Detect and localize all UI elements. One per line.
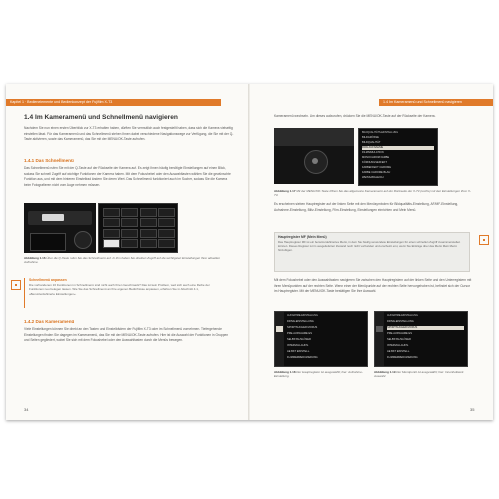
quick-cell-selected[interactable] [103, 239, 120, 248]
figure-caption-1-17 [274, 189, 474, 198]
quick-cell[interactable] [121, 208, 138, 217]
section-heading: 1.4 Im Kameramenü und Schnellmenü navigieren [24, 114, 178, 121]
quick-cell[interactable] [140, 239, 157, 248]
menu-row-selected[interactable]: SPORTSUCHER MODUS [387, 326, 464, 330]
camera-back-photo [24, 203, 96, 253]
menu-row[interactable]: SELBSTAUSLÖSER [287, 338, 311, 341]
quick-cell[interactable] [158, 208, 175, 217]
menu-row[interactable]: BILDQUALITÄT [362, 141, 381, 144]
register-selected-icon[interactable] [276, 326, 283, 332]
menu-row[interactable]: WEISSABGLEICH [362, 176, 384, 179]
quick-cell[interactable] [121, 218, 138, 227]
menu-row[interactable]: SPORTSUCHER MODUS [287, 326, 318, 329]
q-button-icon [42, 214, 64, 221]
quick-cell[interactable] [121, 239, 138, 248]
quick-menu-screen [98, 203, 178, 253]
menu-row[interactable]: PRE-AUFNAHME ES [387, 332, 412, 335]
page-number-right: 35 [470, 407, 475, 412]
register-column [375, 312, 384, 366]
menu-row[interactable]: BILDGRÖSSE [362, 136, 379, 139]
menu-row[interactable]: FARBEFFEKT CHROME [362, 166, 391, 169]
figure-caption-1-18 [274, 370, 366, 379]
info-marker-icon [479, 235, 489, 245]
menu-screen-b [274, 311, 368, 367]
info-box-body: Das Hauptregister MF ist ein benutzerdefiniertes Menü, in dem Sie häufig verwendete Einstellungen für einen schnellen Zugriff zusammenstellen können. Dieses Register ist im ausgelieferten Zustand noch nicht vorhanden und erscheint erst, wenn Sie Einträge über das Menü Mein Menü hinzufügen. [278, 240, 461, 253]
menu-title: AUFNAHME-EINSTELLUNG [287, 314, 318, 317]
menu-row[interactable]: KÖRNUNGSEFFEKT [362, 161, 387, 164]
right-page [250, 84, 493, 420]
section-band: 1.4 Im Kameramenü und Schnellmenü navigieren [379, 99, 493, 106]
register-icon[interactable] [376, 326, 383, 332]
quick-cell[interactable] [121, 229, 138, 238]
note-heading: Schnellmenü anpassen [29, 278, 67, 282]
rear-lcd [30, 233, 66, 251]
note-body: Die vorhandenen 16 Funktionen im Schnellmenü sind nicht auch Ihren Geschmack? Das ist kein Problem, weil sich auch eine Reihe der Funktionen neu belegen lassen. Wie Sie das Schnellmenü an Ihre eigenen Bedürfnisse anpassen, erfahren Sie in Abschnitt 4.1, »Benutzerdefinierte Einstellungen«. [29, 283, 210, 296]
menu-title: AUFNAHME-EINSTELLUNG [387, 314, 418, 317]
menu-row[interactable]: AE BKT EINSTELL. [287, 350, 310, 353]
info-box [274, 232, 470, 272]
figure-caption-text: Über die Q-Taste rufen Sie das Schnellmenü auf. In ihm haben Sie direkten Zugriff auf die wichtigsten Einstellungen Ihrer aktuellen Aufnahme. [24, 256, 221, 265]
note-marker-icon [11, 280, 21, 290]
figure-caption-1-19 [374, 370, 466, 379]
dial-icon [74, 231, 92, 249]
menu-row[interactable]: FLIMMERREDUZIERUNG [387, 356, 418, 359]
menu-row[interactable]: PRE-AUFNAHME ES [287, 332, 312, 335]
register-paragraph: Es erscheinen sieben Hauptregister auf der linken Seite mit den Menüsymbolen für Bildqualitäts-Einstellung, AF/MF-Einstellung, Aufnahme-Einstellung, Blitz-Einstellung, Film-Einstellung, Einstellungen einrichten und Mein Menü. [274, 202, 459, 212]
figure-caption-text: Der Hauptregister ist ausgewählt; hier: Aufnahme-Einstellung. [274, 370, 363, 379]
left-page [6, 84, 249, 420]
note-box [24, 278, 225, 308]
schnellmenu-paragraph: Das Schnellmenü rufen Sie mit der Q-Taste auf der Rückseite der Kamera auf. Es zeigt Ihnen häufig benötigte Einstellungen auf einen Blick, sodass Sie schnell Zugriff auf wichtige Funktionen der Kamera haben. Mit dem Fokushebel oder den Auswahltasten wählen Sie die gewünschte Funktion aus, und mit dem hinteren Einstellrad ändern Sie deren Wert. Das Schnellmenü funktioniert auch im Sucher, sodass Sie die Kamera beim Fotografieren nicht vom Auge nehmen müssen. [24, 166, 231, 187]
right-top-paragraph: Kameramenü wechseln. Um dieses aufzurufen, drücken Sie die MENU/OK-Taste auf der Rückseite der Kamera. [274, 114, 436, 118]
chapter-band: Kapitel 1 · Bedienelemente und Bedienkonzept der Fujifilm X-T3 [6, 99, 221, 106]
menu-row[interactable]: INTERVALLAUFN. [287, 344, 309, 347]
menu-row[interactable]: FILMSIMULATION [362, 151, 384, 154]
quick-cell[interactable] [158, 239, 175, 248]
quick-cell[interactable] [158, 229, 175, 238]
camera-top-edge [274, 128, 354, 146]
menu-row-selected[interactable]: RAW AUFNAHME [362, 146, 434, 150]
quick-cell[interactable] [158, 218, 175, 227]
info-box-heading: Hauptregister MF (Mein Menü) [278, 235, 327, 239]
menu-title: BILDQUALITÄTS-EINSTELLUNG [362, 131, 399, 134]
menu-row[interactable]: DRIVE-EINSTELLUNG [387, 320, 414, 323]
kameramenu-paragraph: Viele Einstellungen können Sie direkt an den Tasten und Einstellrädern der Fujifilm X-T3 oder im Schnellmenü vornehmen. Tiefergehende Einstellungen finden Sie dagegen im Kameramenü, das Sie mit der MENU/OK-Taste aufrufen. Hier ist die Auswahl der Funktionen in Gruppen und Seiten gegliedert, wobei Sie sich mit dem Fokushebel oder den Auswahltasten durch die Menüs bewegen. [24, 327, 229, 343]
register-column [275, 312, 284, 366]
subheading-schnellmenu: 1.4.1 Das Schnellmenü [24, 158, 74, 163]
menu-row[interactable]: SELBSTAUSLÖSER [387, 338, 411, 341]
page-number-left: 34 [24, 407, 29, 412]
figure-label: Abbildung 1.19 [374, 370, 396, 374]
ok-center-icon [312, 158, 318, 164]
camera-rear-photo [274, 128, 354, 184]
quick-cell[interactable] [140, 208, 157, 217]
quick-cell[interactable] [103, 208, 120, 217]
quick-cell[interactable] [140, 229, 157, 238]
figure-label: Abbildung 1.18 [274, 370, 296, 374]
menu-row[interactable]: DRIVE-EINSTELLUNG [287, 320, 314, 323]
figure-label: Abbildung 1.16 [24, 256, 46, 260]
navigation-paragraph: Mit dem Fokushebel oder den Auswahltasten navigieren Sie zwischen den Hauptregistern auf der linken Seite und den Unterregistern mit ihren Menüpunkten auf der rechten Seite. Wenn einer der Menüpunkte auf der rechten Seite hervorgehoben ist, befindet sich der Cursor im Hauptregister. Mit der MENU/OK-Taste bestätigen Sie Ihre Auswahl. [274, 278, 472, 294]
menu-screen-c [374, 311, 468, 367]
figure-caption-text: Der Menüpunkt ist ausgewählt; hier: Innenhellwerk Auswahl. [374, 370, 464, 379]
quick-cell[interactable] [103, 229, 120, 238]
subheading-kameramenu: 1.4.2 Das Kameramenü [24, 319, 75, 324]
intro-paragraph: Nachdem Sie nun einen ersten Überblick zur X-T3 erhalten haben, dürften Sie vermutlich auch festgestellt haben, dass sich die Kamera vielseitig einstellen lässt. Für das Kameramenü und das Schnellmenü stehen Ihnen dabei verschiedene Navigationswege zur Verfügung, die Sie mit der Q-Taste aktivieren, sowie das Kameramenü, das Sie mit der MENU/OK-Taste aufrufen. [24, 126, 234, 142]
menu-screen-a [358, 128, 438, 186]
menu-row[interactable]: FARBE CHROME BLAU [362, 171, 391, 174]
menu-row[interactable]: MONOCHROM FARBE [362, 156, 390, 159]
figure-label: Abbildung 1.17 [274, 189, 296, 193]
quick-cell[interactable] [140, 218, 157, 227]
quick-cell[interactable] [103, 218, 120, 227]
menu-row[interactable]: INTERVALLAUFN. [387, 344, 409, 347]
menu-row[interactable]: AE BKT EINSTELL. [387, 350, 410, 353]
figure-caption-text: Mit der MENU/OK-Taste öffnen Sie das allgemeine Kameramenü auf der Rückseite der X-T3 (rechts) mit den Einstellungen Ihrer X-T3. [274, 189, 471, 198]
figure-caption-1-16 [24, 256, 224, 265]
book-spread [6, 84, 493, 420]
quick-menu-grid [103, 208, 175, 248]
menu-row[interactable]: FLIMMERREDUZIERUNG [287, 356, 318, 359]
